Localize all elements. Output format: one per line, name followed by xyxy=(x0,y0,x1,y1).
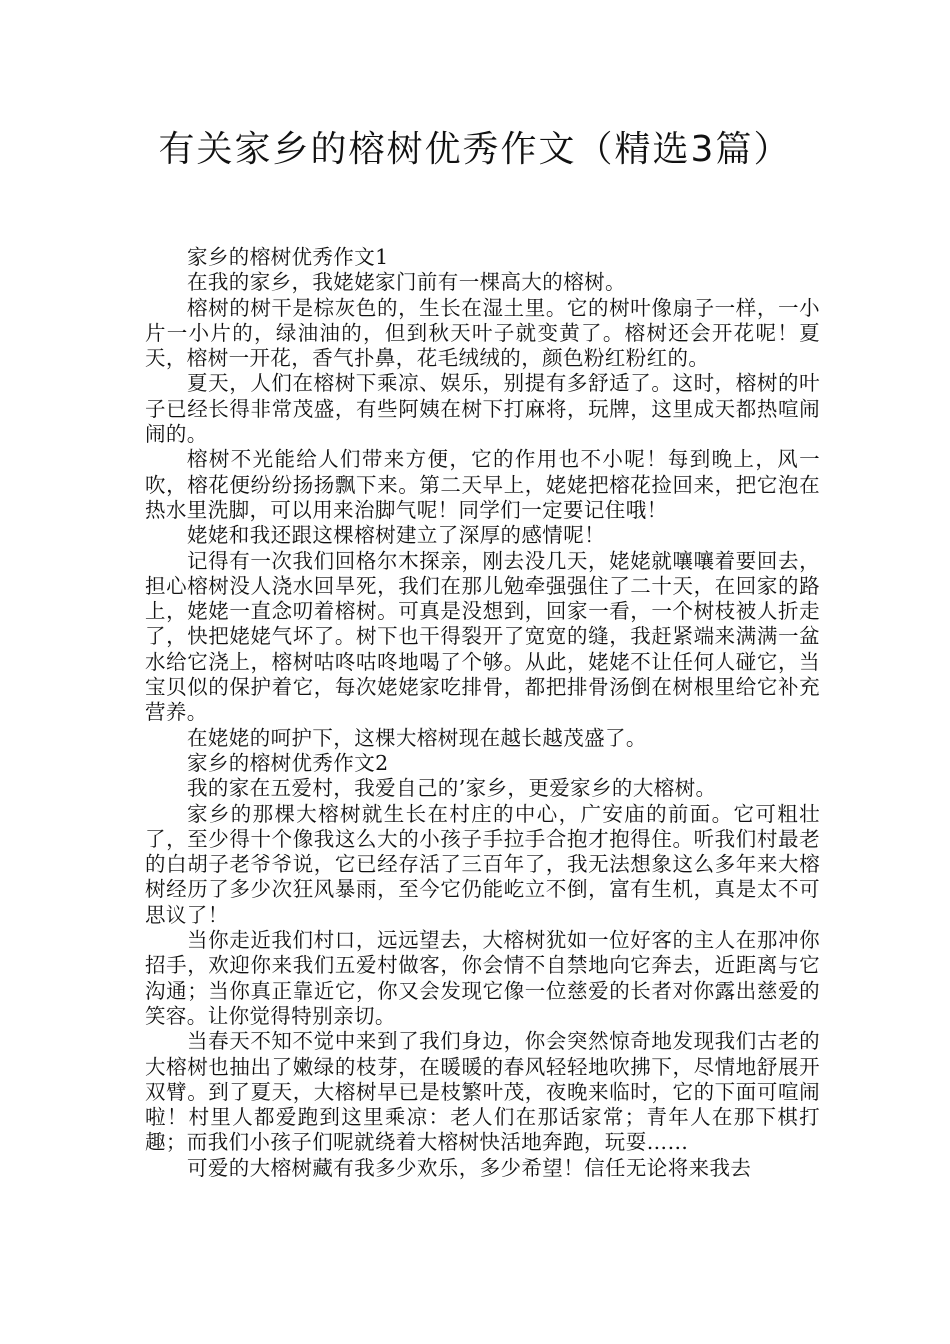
paragraph: 姥姥和我还跟这棵榕树建立了深厚的感情呢！ xyxy=(187,523,605,548)
document-body xyxy=(145,245,820,1181)
paragraph: 当你走近我们村口，远远望去，大榕树犹如一位好客的主人在那冲你招手，欢迎你来我们五爱村做客，你会情不自禁地向它奔去，近距离与它沟通；当你真正靠近它，你又会发现它像一位慈爱的长者对你露出慈爱的笑容。让你觉得特别亲切。 xyxy=(145,928,820,1028)
essay-2-heading: 家乡的榕树优秀作文2 xyxy=(187,750,389,775)
essay-1-heading: 家乡的榕树优秀作文1 xyxy=(187,245,389,269)
paragraph: 在姥姥的呵护下，这棵大榕树现在越长越茂盛了。 xyxy=(187,725,647,750)
paragraph: 可爱的大榕树藏有我多少欢乐，多少希望！信任无论将来我去 xyxy=(187,1155,752,1180)
paragraph: 我的家在五爱村，我爱自己的’家乡，更爱家乡的大榕树。 xyxy=(187,776,717,801)
paragraph: 榕树的树干是棕灰色的，生长在湿土里。它的树叶像扇子一样，一小片一小片的，绿油油的，但到秋天叶子就变黄了。榕树还会开花呢！夏天，榕树一开花，香气扑鼻，花毛绒绒的，颜色粉红粉红的。 xyxy=(145,295,820,371)
paragraph: 榕树不光能给人们带来方便，它的作用也不小呢！每到晚上，风一吹，榕花便纷纷扬扬飘下来。第二天早上，姥姥把榕花捡回来，把它泡在热水里洗脚，可以用来治脚气呢！同学们一定要记住哦！ xyxy=(145,447,820,522)
paragraph: 记得有一次我们回格尔木探亲，刚去没几天，姥姥就嚷嚷着要回去，担心榕树没人浇水回旱死，我们在那儿勉牵强强住了二十天，在回家的路上，姥姥一直念叨着榕树。可真是没想到，回家一看，一个树枝被人折走了，快把姥姥气坏了。树下也干得裂开了宽宽的缝，我赶紧端来满满一盆水给它浇上，榕树咕咚咕咚地喝了个够。从此，姥姥不让任何人碰它，当宝贝似的保护着它，每次姥姥家吃排骨，都把排骨汤倒在树根里给它补充营养。 xyxy=(145,548,820,725)
paragraph: 在我的家乡，我姥姥家门前有一棵高大的榕树。 xyxy=(187,270,626,295)
paragraph: 当春天不知不觉中来到了我们身边，你会突然惊奇地发现我们古老的大榕树也抽出了嫩绿的枝芽，在暖暖的春风轻轻地吹拂下，尽情地舒展开双臂。到了夏天，大榕树早已是枝繁叶茂，夜晚来临时，它的下面可喧闹啦！村里人都爱跑到这里乘凉：老人们在那话家常；青年人在那下棋打趣；而我们小孩子们呢就绕着大榕树快活地奔跑，玩耍…… xyxy=(145,1029,820,1155)
paragraph: 家乡的那棵大榕树就生长在村庄的中心，广安庙的前面。它可粗壮了，至少得十个像我这么大的小孩子手拉手合抱才抱得住。听我们村最老的白胡子老爷爷说，它已经存活了三百年了，我无法想象这么多年来大榕树经历了多少次狂风暴雨，至今它仍能屹立不倒，富有生机，真是太不可思议了！ xyxy=(145,801,820,927)
paragraph: 夏天，人们在榕树下乘凉、娱乐，别提有多舒适了。这时，榕树的叶子已经长得非常茂盛，有些阿姨在树下打麻将，玩牌，这里成天都热喧闹闹的。 xyxy=(145,371,820,447)
document-title: 有关家乡的榕树优秀作文（精选3篇） xyxy=(158,129,792,170)
